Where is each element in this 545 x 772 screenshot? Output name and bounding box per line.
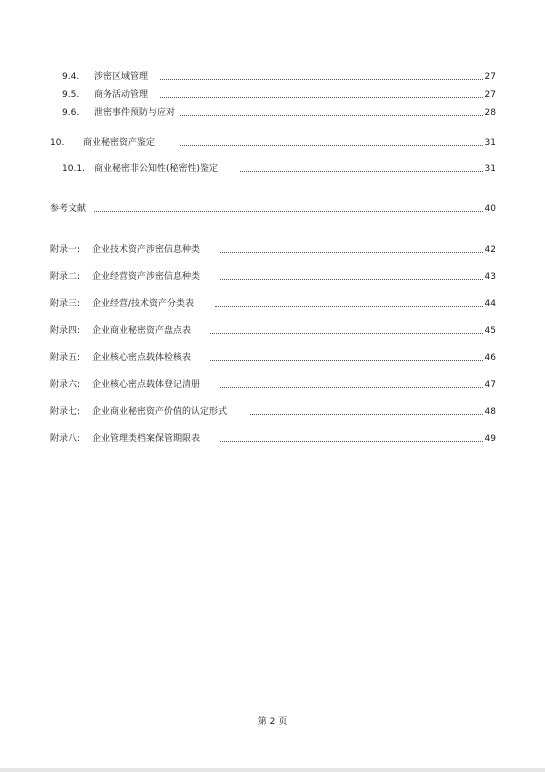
toc-entry-number: 附录六: [50,380,81,390]
page-footer [0,716,545,728]
toc-dot-leader [220,252,483,253]
toc-entry-page: 47 [484,380,496,390]
toc-entry[interactable] [0,406,545,418]
toc-entry[interactable] [0,298,545,310]
toc-entry-title: 涉密区域管理 [94,72,149,82]
toc-entry-page: 43 [484,272,496,282]
toc-dot-leader [160,79,483,80]
toc-entry[interactable] [0,71,545,83]
toc-entry-title: 企业技术资产涉密信息种类 [92,245,201,255]
toc-dot-leader [215,306,483,307]
toc-entry-title: 商业秘密非公知性(秘密性)鉴定 [94,164,219,174]
page-number-label: 第 2 页 [257,717,288,727]
toc-entry[interactable] [0,271,545,283]
toc-entry[interactable] [0,107,545,119]
toc-entry[interactable] [0,137,545,149]
toc-entry-title: 企业核心密点载体检核表 [92,353,192,363]
toc-entry-number: 10.1. [62,164,85,174]
toc-entry-number: 附录七: [50,407,81,417]
toc-entry-page: 27 [484,90,496,100]
toc-entry[interactable] [0,433,545,445]
toc-entry-number: 附录二: [50,272,81,282]
toc-entry-page: 46 [484,353,496,363]
toc-entry-title: 企业经营/技术资产分类表 [92,299,195,309]
toc-entry-page: 48 [484,407,496,417]
toc-entry[interactable] [0,163,545,175]
toc-entry[interactable] [0,325,545,337]
toc-entry-title: 企业商业秘密资产盘点表 [92,326,192,336]
toc-dot-leader [240,171,483,172]
toc-dot-leader [220,387,483,388]
toc-entry-title: 企业经营资产涉密信息种类 [92,272,201,282]
toc-entry-title: 参考文献 [50,204,87,214]
toc-entry-title: 泄密事件预防与应对 [94,108,176,118]
toc-entry-title: 商业秘密资产鉴定 [83,138,156,148]
toc-dot-leader [220,279,483,280]
toc-dot-leader [210,360,483,361]
toc-entry[interactable] [0,203,545,215]
toc-entry-title: 企业核心密点载体登记清册 [92,380,201,390]
toc-entry-page: 44 [484,299,496,309]
toc-dot-leader [180,115,483,116]
toc-entry-page: 42 [484,245,496,255]
toc-entry-number: 附录一: [50,245,81,255]
toc-entry[interactable] [0,379,545,391]
page-bottom-edge [0,768,545,772]
toc-entry-number: 10. [50,138,65,148]
toc-entry-page: 49 [484,434,496,444]
toc-entry[interactable] [0,89,545,101]
toc-entry-number: 附录四: [50,326,81,336]
toc-entry[interactable] [0,244,545,256]
toc-dot-leader [94,211,483,212]
toc-entry-title: 企业商业秘密资产价值的认定形式 [92,407,228,417]
toc-entry-number: 附录三: [50,299,81,309]
toc-entry-page: 28 [484,108,496,118]
toc-entry-page: 45 [484,326,496,336]
toc-entry[interactable] [0,352,545,364]
toc-entry-number: 9.6. [62,108,80,118]
toc-entry-page: 27 [484,72,496,82]
toc-entry-title: 企业管理类档案保管期限表 [92,434,201,444]
toc-dot-leader [160,97,483,98]
toc-entry-title: 商务活动管理 [94,90,149,100]
toc-entry-page: 40 [484,204,496,214]
toc-entry-page: 31 [484,138,496,148]
toc-entry-number: 附录五: [50,353,81,363]
toc-dot-leader [180,145,483,146]
toc-entry-number: 附录八: [50,434,81,444]
toc-dot-leader [220,441,483,442]
toc-entry-page: 31 [484,164,496,174]
toc-dot-leader [210,333,483,334]
toc-dot-leader [250,414,483,415]
toc-entry-number: 9.4. [62,72,80,82]
toc-entry-number: 9.5. [62,90,80,100]
